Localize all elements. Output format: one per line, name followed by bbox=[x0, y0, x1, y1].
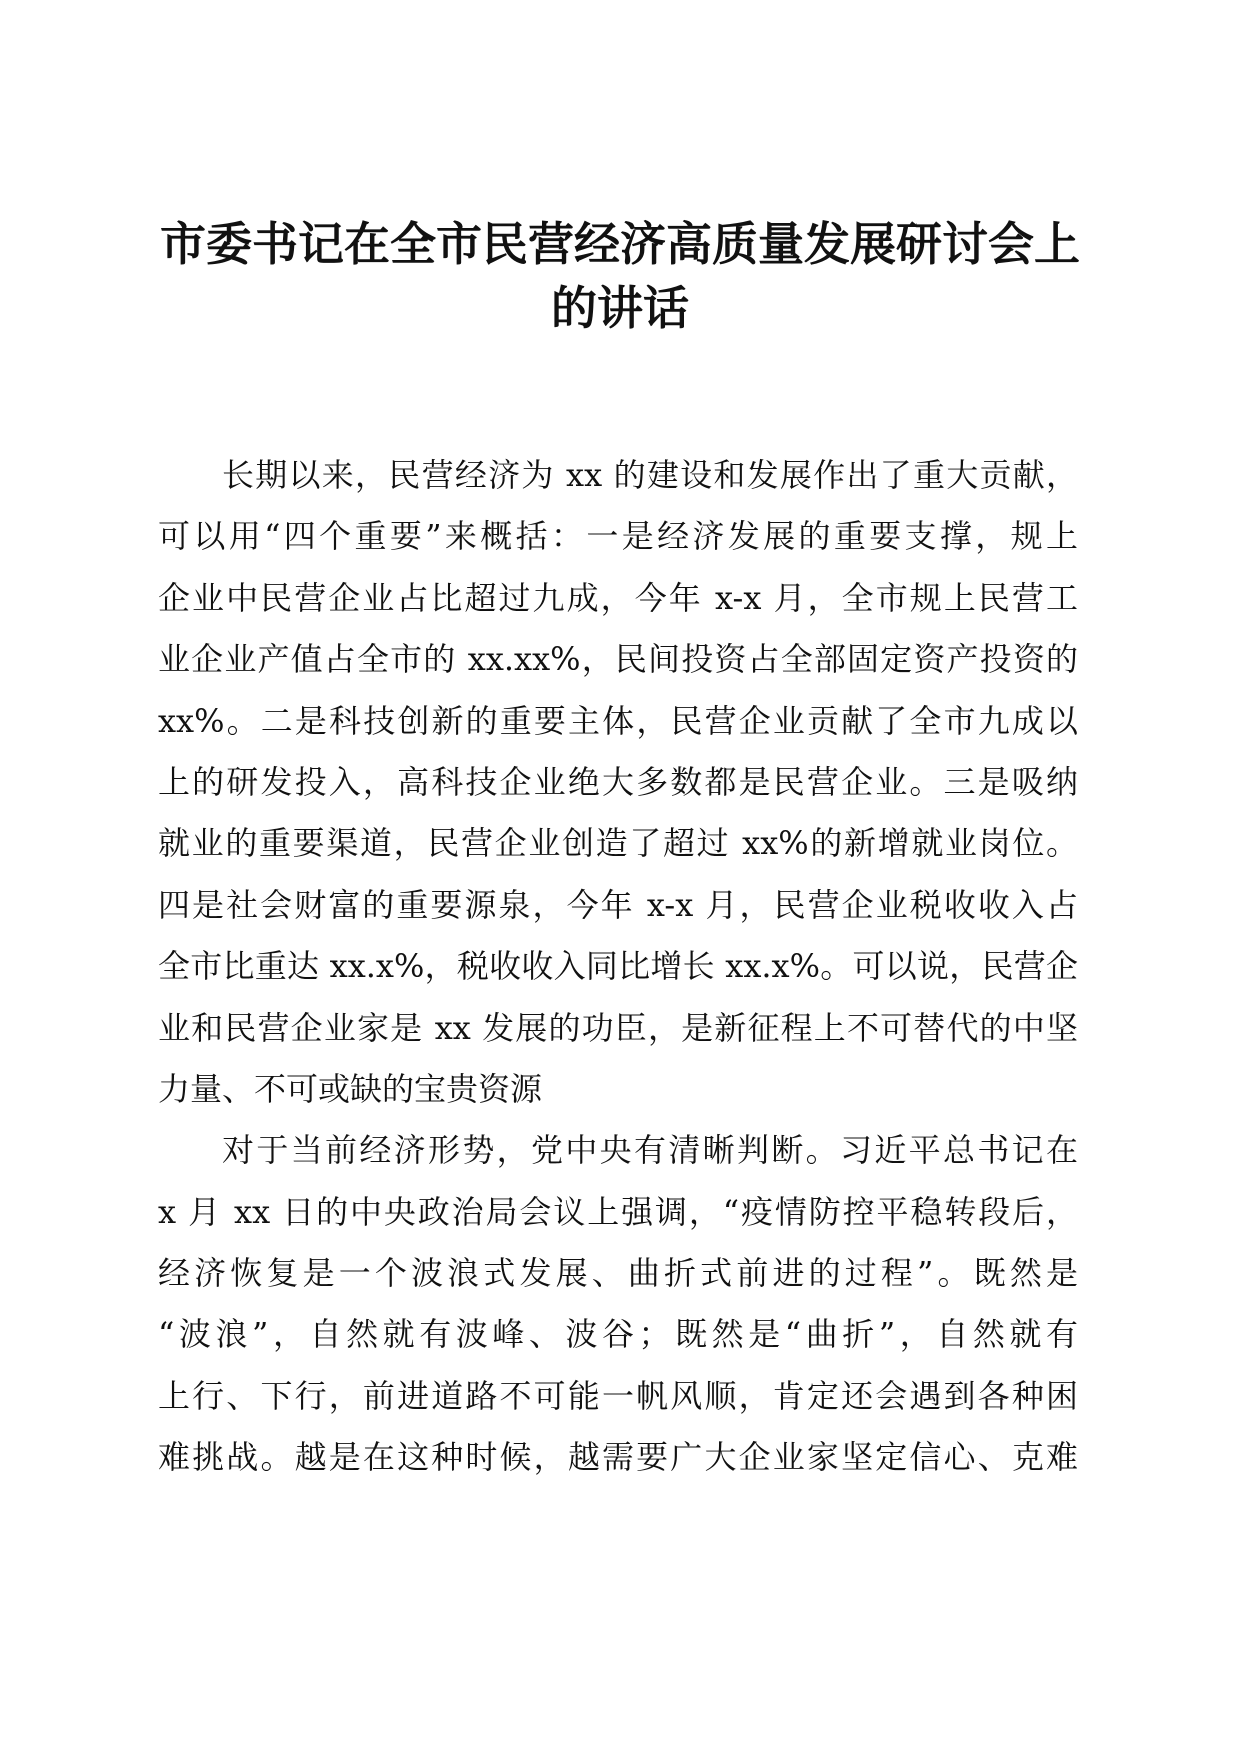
paragraph-line: 经济恢复是一个波浪式发展、曲折式前进的过程”。既然是 bbox=[158, 1254, 1078, 1293]
title-line: 市委书记在全市民营经济高质量发展研讨会上 bbox=[160, 217, 1080, 271]
paragraph-line: 可以用“四个重要”来概括：一是经济发展的重要支撑，规上 bbox=[158, 517, 1078, 556]
document-body bbox=[158, 445, 1078, 1489]
paragraph-line: 业企业产值占全市的 xx.xx%，民间投资占全部固定资产投资的 bbox=[158, 640, 1078, 679]
paragraph-line: 四是社会财富的重要源泉，今年 x-x 月，民营企业税收收入占 bbox=[158, 885, 1078, 924]
paragraph-line: 企业中民营企业占比超过九成，今年 x-x 月，全市规上民营工 bbox=[158, 578, 1078, 617]
paragraph-line: 全市比重达 xx.x%，税收收入同比增长 xx.x%。可以说，民营企 bbox=[158, 947, 1078, 986]
paragraph-line: 上行、下行，前进道路不可能一帆风顺，肯定还会遇到各种困 bbox=[158, 1376, 1078, 1415]
paragraph-line: xx%。二是科技创新的重要主体，民营企业贡献了全市九成以 bbox=[158, 701, 1078, 740]
page-title bbox=[140, 212, 1100, 340]
paragraph-line: 长期以来，民营经济为 xx 的建设和发展作出了重大贡献， bbox=[222, 456, 1078, 494]
paragraph-line: x 月 xx 日的中央政治局会议上强调，“疫情防控平稳转段后， bbox=[158, 1192, 1078, 1231]
paragraph-line: 就业的重要渠道，民营企业创造了超过 xx%的新增就业岗位。 bbox=[158, 824, 1078, 863]
paragraph-line: 上的研发投入，高科技企业绝大多数都是民营企业。三是吸纳 bbox=[158, 762, 1078, 801]
paragraph-line: 业和民营企业家是 xx 发展的功臣，是新征程上不可替代的中坚 bbox=[158, 1008, 1078, 1047]
title-line: 的讲话 bbox=[551, 281, 689, 335]
paragraph-1 bbox=[158, 445, 1078, 1120]
paragraph-2 bbox=[158, 1120, 1078, 1488]
paragraph-line: 难挑战。越是在这种时候，越需要广大企业家坚定信心、克难 bbox=[158, 1438, 1078, 1477]
paragraph-line: “波浪”，自然就有波峰、波谷；既然是“曲折”，自然就有 bbox=[158, 1315, 1078, 1354]
paragraph-line: 力量、不可或缺的宝贵资源 bbox=[158, 1069, 543, 1108]
paragraph-line: 对于当前经济形势，党中央有清晰判断。习近平总书记在 bbox=[222, 1131, 1078, 1170]
